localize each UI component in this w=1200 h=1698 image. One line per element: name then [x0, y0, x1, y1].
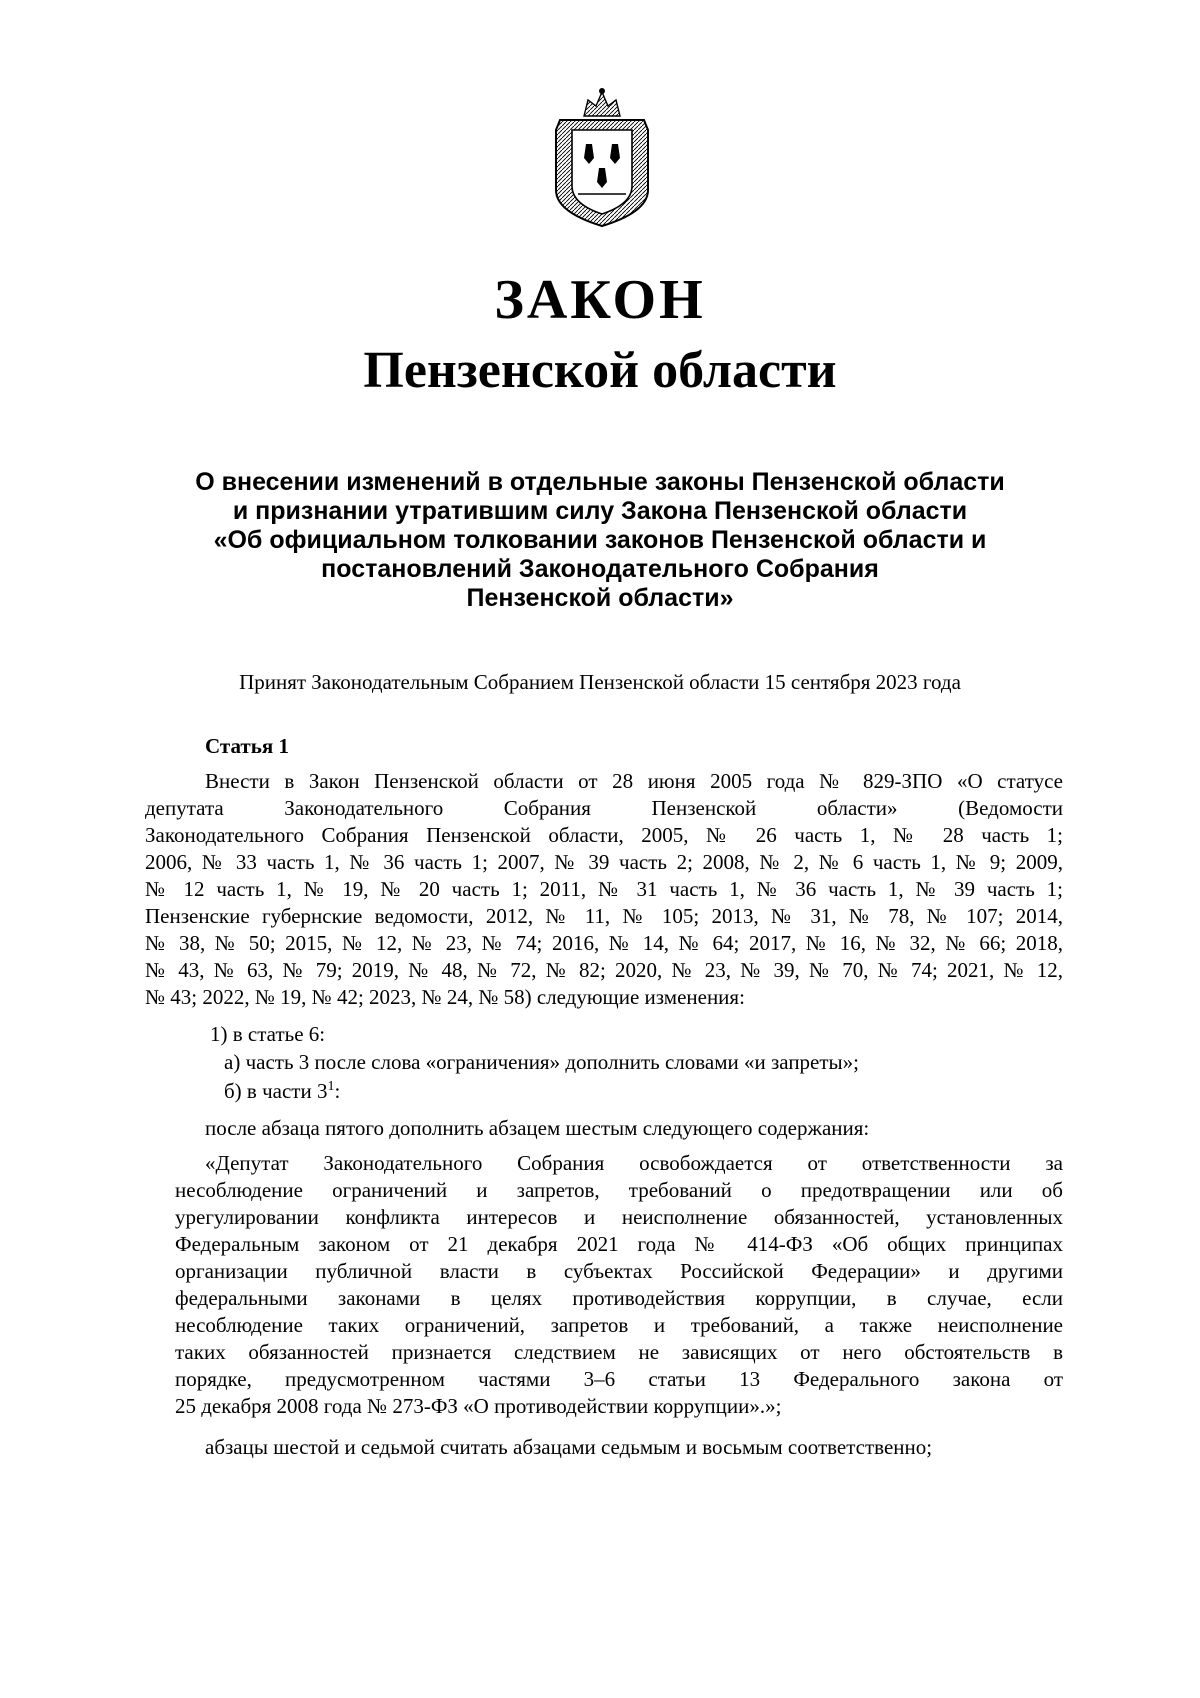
list-item-1a: а) часть 3 после слова «ограничения» дополнить словами «и запреты»;	[224, 1050, 859, 1074]
paragraph-line: № 38, № 50; 2015, № 12, № 23, № 74; 2016, № 14, № 64; 2017, № 16, № 32, № 66; 2018,	[145, 931, 1063, 955]
paragraph-line: Внести в Закон Пензенской области от 28 июня 2005 года № 829-ЗПО «О статусе	[205, 769, 1063, 793]
title-line: О внесении изменений в отдельные законы Пензенской области	[195, 468, 1005, 496]
paragraph-line: Законодательного Собрания Пензенской области, 2005, № 26 часть 1, № 28 часть 1;	[145, 823, 1063, 847]
list-item-1b-colon: :	[334, 1079, 341, 1103]
list-item-1: 1) в статье 6:	[210, 1022, 326, 1046]
paragraph-line: № 12 часть 1, № 19, № 20 часть 1; 2011, № 31 часть 1, № 36 часть 1, № 39 часть 1;	[145, 877, 1063, 901]
paragraph-line: депутата Законодательного Собрания Пензенской области» (Ведомости	[145, 796, 1063, 820]
paragraph-line: порядке, предусмотренном частями 3–6 статьи 13 Федерального закона от	[175, 1367, 1063, 1391]
paragraph-line: федеральными законами в целях противодействия коррупции, в случае, если	[175, 1286, 1063, 1310]
law-heading: ЗАКОН	[494, 269, 706, 331]
superscript-index: 1	[327, 1079, 335, 1094]
paragraph-line: организации публичной власти в субъектах Российской Федерации» и другими	[175, 1259, 1063, 1283]
region-heading: Пензенской области	[363, 342, 837, 399]
paragraph-line: «Депутат Законодательного Собрания освобождается от ответственности за	[205, 1151, 1063, 1175]
paragraph-line: № 43; 2022, № 19, № 42; 2023, № 24, № 58) следующие изменения:	[145, 985, 745, 1009]
paragraph-line: № 43, № 63, № 79; 2019, № 48, № 72, № 82; 2020, № 23, № 39, № 70, № 74; 2021, № 12,	[145, 958, 1063, 982]
title-line: «Об официальном толковании законов Пензенской области и	[213, 526, 987, 554]
paragraph-line: несоблюдение ограничений и запретов, требований о предотвращении или об	[175, 1178, 1063, 1202]
paragraph-line: 25 декабря 2008 года № 273-ФЗ «О противодействии коррупции».»;	[175, 1394, 782, 1418]
list-item-1b-text: б) в части 3	[224, 1079, 328, 1103]
title-line: постановлений Законодательного Собрания	[321, 555, 879, 583]
title-line: Пензенской области»	[466, 584, 734, 612]
renumbering-instruction: абзацы шестой и седьмой считать абзацами седьмым и восьмым соответственно;	[205, 1435, 933, 1459]
title-line: и признании утратившим силу Закона Пензенской области	[232, 497, 968, 525]
coat-of-arms-emblem	[542, 86, 662, 228]
paragraph-line: 2006, № 33 часть 1, № 36 часть 1; 2007, № 39 часть 2; 2008, № 2, № 6 часть 1, № 9; 2009,	[145, 850, 1063, 874]
adoption-note: Принят Законодательным Собранием Пензенской области 15 сентября 2023 года	[239, 670, 961, 694]
paragraph-line: несоблюдение таких ограничений, запретов и требований, а также неисполнение	[175, 1313, 1063, 1337]
paragraph-line: Федеральным законом от 21 декабря 2021 года № 414-ФЗ «Об общих принципах	[175, 1232, 1063, 1256]
amendment-instruction: после абзаца пятого дополнить абзацем шестым следующего содержания:	[205, 1116, 870, 1140]
list-item-1b	[224, 1078, 340, 1105]
paragraph-line: таких обязанностей признается следствием не зависящих от него обстоятельств в	[175, 1340, 1063, 1364]
document-title	[130, 468, 1070, 613]
quoted-paragraph	[175, 1150, 1063, 1420]
article-heading: Статья 1	[205, 734, 289, 758]
paragraph-line: урегулировании конфликта интересов и неисполнение обязанностей, установленных	[175, 1205, 1063, 1229]
paragraph-line: Пензенские губернские ведомости, 2012, № 11, № 105; 2013, № 31, № 78, № 107; 2014,	[145, 904, 1063, 928]
article-intro-paragraph	[145, 768, 1063, 1011]
